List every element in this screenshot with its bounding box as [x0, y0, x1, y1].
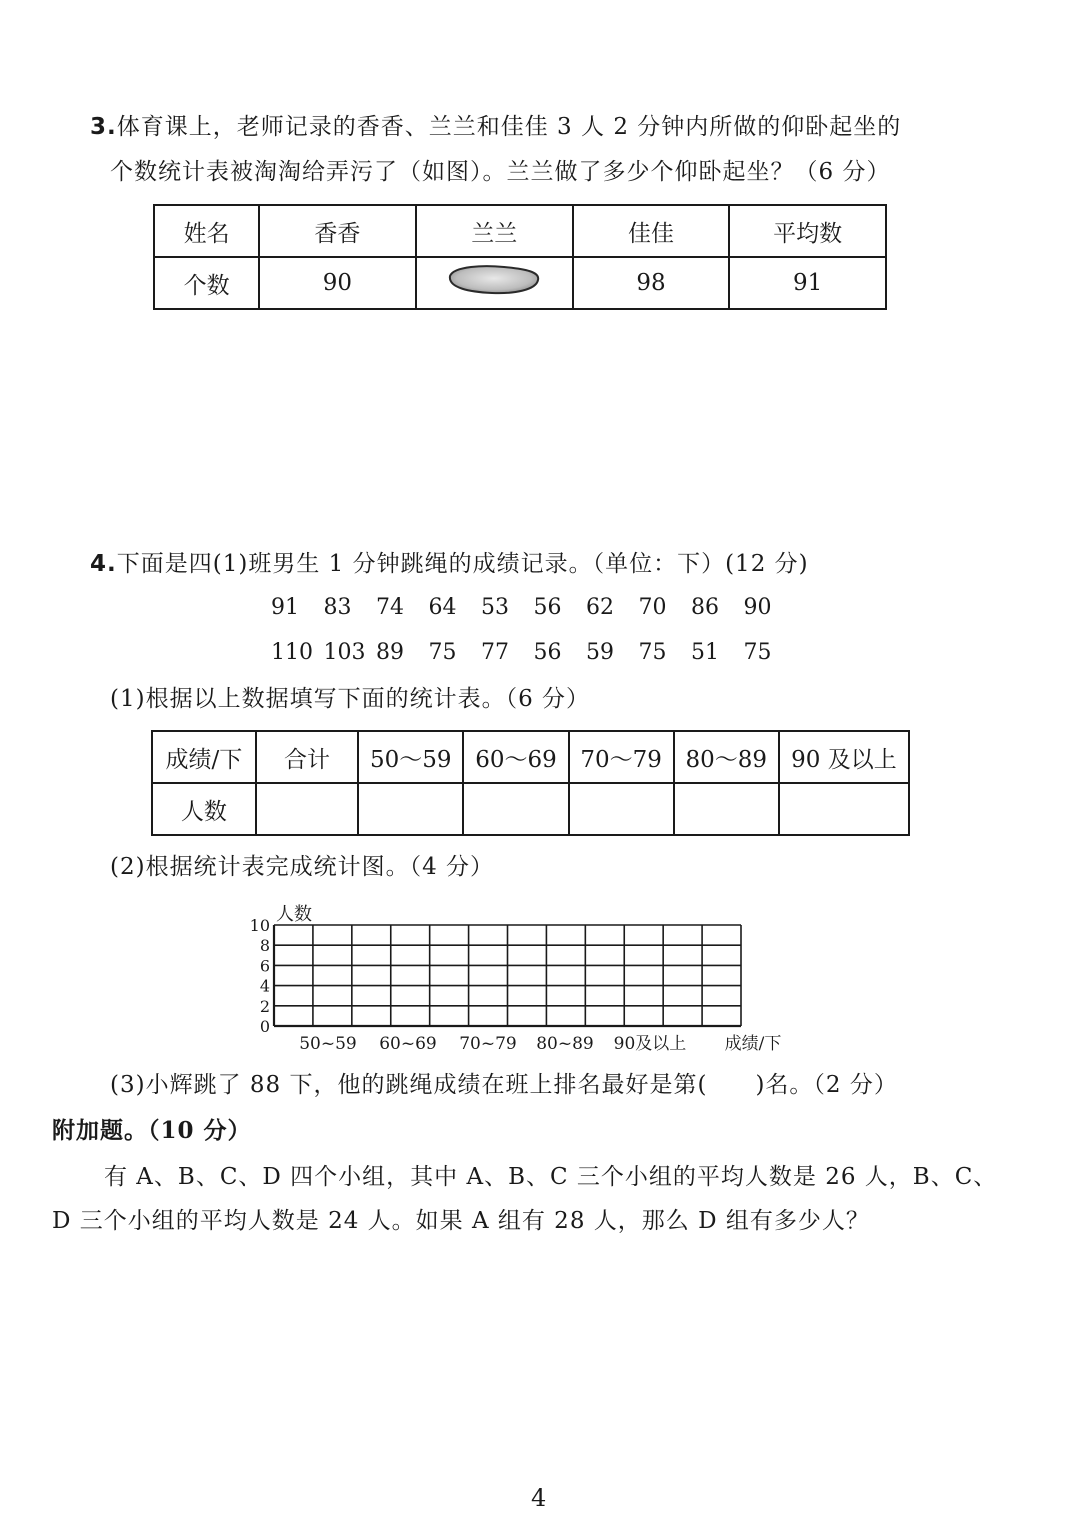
data-value: 53 — [481, 595, 509, 620]
data-value: 74 — [376, 595, 404, 620]
q4-data-row1 — [271, 595, 796, 620]
q4-part2: (2)根据统计表完成统计图。（4 分） — [110, 854, 495, 880]
y-tick-label: 10 — [249, 916, 270, 935]
q4-intro: 下面是四(1)班男生 1 分钟跳绳的成绩记录。（单位：下）(12 分) — [116, 551, 809, 577]
smudge-blot-icon — [444, 260, 544, 300]
q4-answer-90-plus[interactable] — [779, 783, 909, 835]
q4-part3: (3)小辉跳了 88 下，他的跳绳成绩在班上排名最好是第( )名。（2 分） — [110, 1072, 898, 1098]
q3-line2: 个数统计表被淘淘给弄污了（如图）。兰兰做了多少个仰卧起坐？（6 分） — [110, 159, 891, 185]
data-value: 86 — [691, 595, 719, 620]
x-category-label: 50~59 — [299, 1034, 357, 1054]
q3-number: 3. — [90, 114, 117, 140]
q4-number: 4. — [90, 551, 117, 577]
y-tick-label: 8 — [259, 936, 270, 956]
bonus-line2: D 三个小组的平均人数是 24 人。如果 A 组有 28 人，那么 D 组有多少人？ — [52, 1208, 870, 1234]
x-category-label: 90及以上 — [613, 1034, 687, 1054]
q3-row-label: 个数 — [154, 257, 259, 309]
bar-chart-grid[interactable] — [240, 893, 810, 1063]
q3-header-jiajia: 佳佳 — [573, 205, 729, 257]
data-value: 56 — [533, 640, 562, 665]
x-category-label: 80~89 — [536, 1034, 594, 1054]
data-value: 91 — [271, 595, 299, 620]
y-tick-label: 6 — [259, 956, 270, 976]
data-value: 62 — [586, 595, 614, 620]
data-value: 56 — [533, 595, 562, 620]
y-tick-label: 4 — [259, 976, 270, 996]
data-value: 59 — [586, 640, 614, 665]
data-value: 83 — [323, 595, 352, 620]
q3-header-xiangxiang: 香香 — [259, 205, 415, 257]
y-tick-label: 2 — [259, 996, 270, 1016]
q4-header-total: 合计 — [256, 731, 358, 783]
q4-table — [151, 730, 910, 836]
q4-part1: (1)根据以上数据填写下面的统计表。（6 分） — [110, 686, 591, 712]
q4-header-score: 成绩/下 — [152, 731, 256, 783]
y-axis-label: 人数 — [276, 904, 312, 925]
q4-row-label: 人数 — [152, 783, 256, 835]
q4-answer-80-89[interactable] — [674, 783, 779, 835]
q4-data-row2 — [271, 640, 796, 665]
x-axis-label: 成绩/下 — [724, 1034, 782, 1054]
q4-header-50-59: 50～59 — [358, 731, 463, 783]
data-value: 75 — [743, 640, 772, 665]
data-value: 70 — [638, 595, 667, 620]
bonus-title: 附加题。（10 分） — [52, 1117, 252, 1144]
q3-line1 — [90, 112, 901, 142]
q3-header-lanlan: 兰兰 — [416, 205, 573, 257]
data-value: 75 — [428, 640, 457, 665]
q3-table — [153, 204, 887, 310]
q3-header-name: 姓名 — [154, 205, 259, 257]
q4-answer-total[interactable] — [256, 783, 358, 835]
q4-header-70-79: 70～79 — [569, 731, 674, 783]
q3-text1: 体育课上，老师记录的香香、兰兰和佳佳 3 人 2 分钟内所做的仰卧起坐的 — [116, 114, 902, 140]
page-number: 4 — [531, 1484, 547, 1512]
x-category-label: 70~79 — [459, 1034, 517, 1054]
data-value: 75 — [638, 640, 667, 665]
q3-header-average: 平均数 — [729, 205, 886, 257]
q3-value-lanlan-smudge — [416, 257, 573, 309]
q3-value-average: 91 — [729, 257, 886, 309]
q3-value-xiangxiang: 90 — [259, 257, 415, 309]
q4-header-90-plus: 90 及以上 — [779, 731, 909, 783]
data-value: 90 — [743, 595, 772, 620]
data-value: 110 — [271, 640, 313, 665]
data-value: 64 — [428, 595, 457, 620]
q4-answer-70-79[interactable] — [569, 783, 674, 835]
q4-header-60-69: 60～69 — [463, 731, 568, 783]
data-value: 77 — [481, 640, 509, 665]
q3-value-jiajia: 98 — [573, 257, 729, 309]
data-value: 103 — [323, 640, 366, 665]
data-value: 89 — [376, 640, 404, 665]
x-category-label: 60~69 — [379, 1034, 437, 1054]
q4-answer-50-59[interactable] — [358, 783, 463, 835]
q4-intro-line — [90, 549, 809, 579]
q4-header-80-89: 80～89 — [674, 731, 779, 783]
y-tick-label: 0 — [259, 1017, 270, 1036]
bonus-line1: 有 A、B、C、D 四个小组，其中 A、B、C 三个小组的平均人数是 26 人，B、C、 — [104, 1164, 998, 1190]
q4-answer-60-69[interactable] — [463, 783, 568, 835]
data-value: 51 — [691, 640, 719, 665]
